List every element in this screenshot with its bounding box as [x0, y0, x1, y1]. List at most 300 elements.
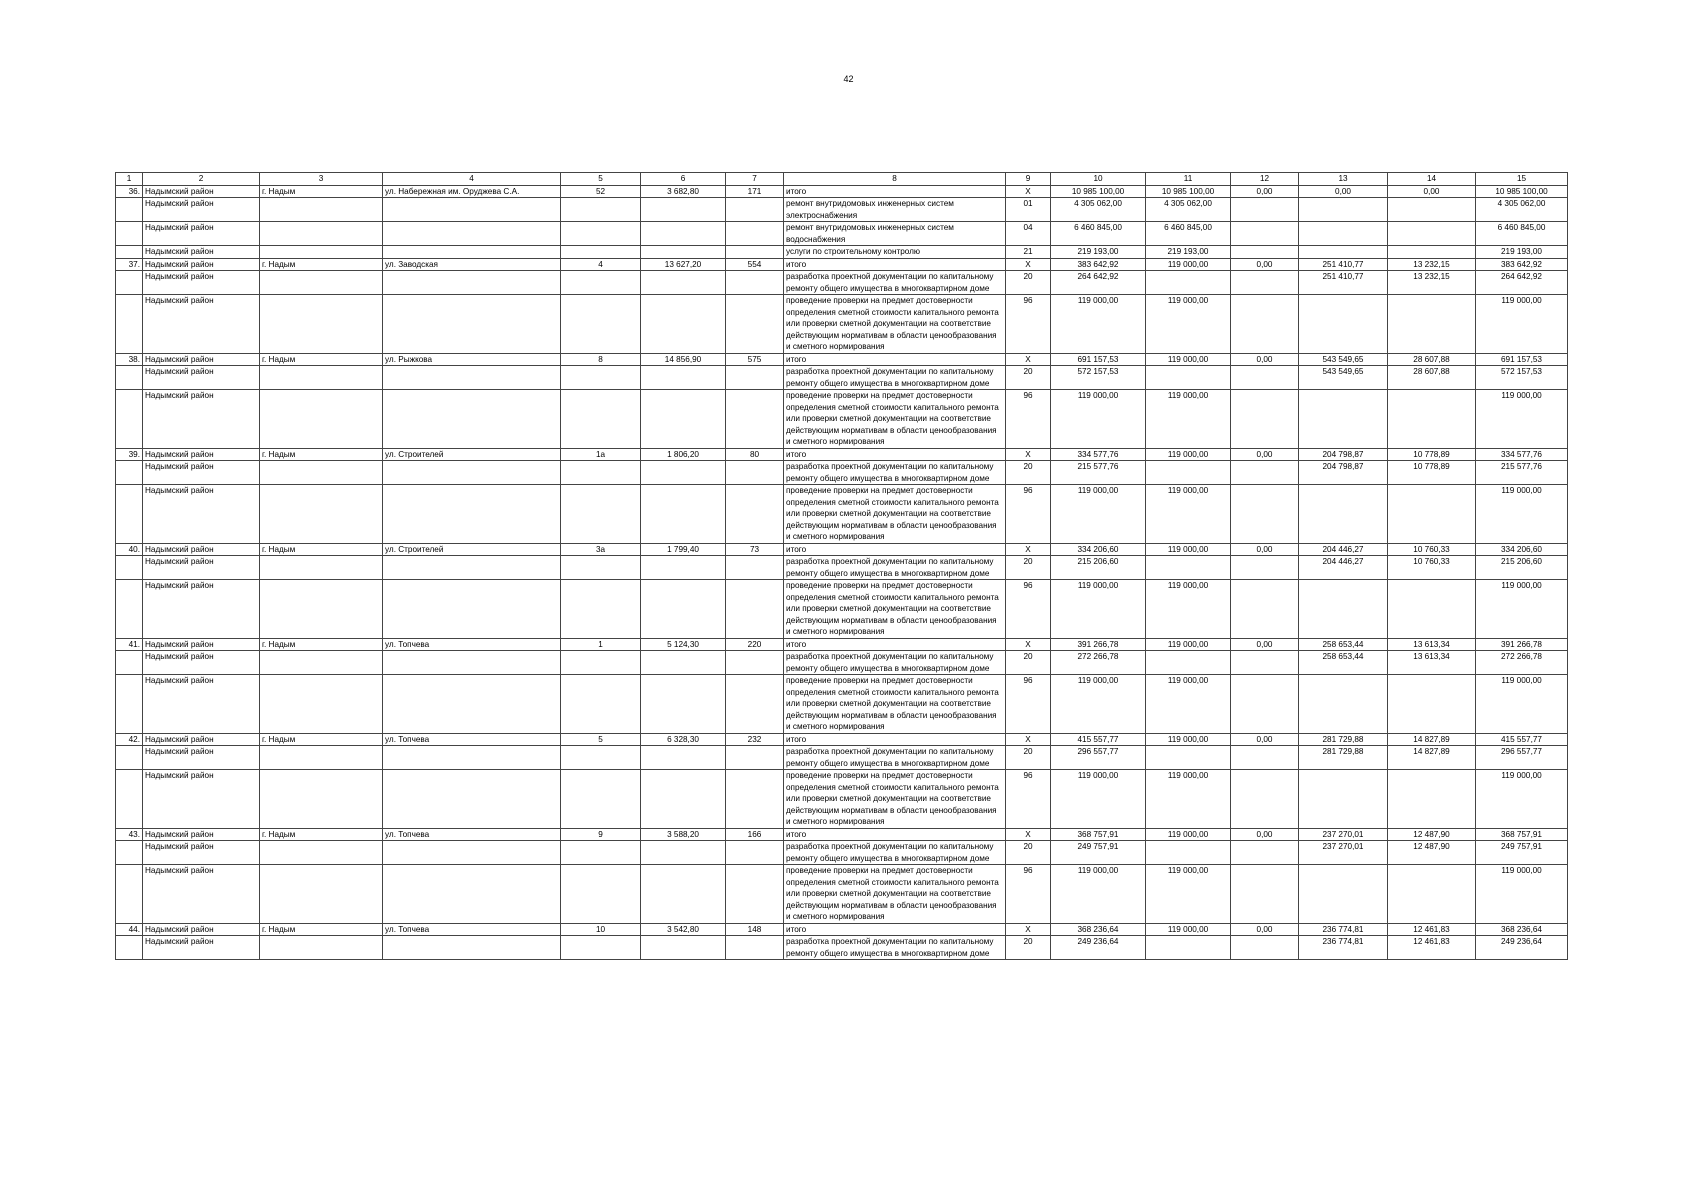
table-row [116, 271, 1568, 295]
house-number-cell: 3а [561, 543, 641, 556]
house-number-cell: 9 [561, 828, 641, 841]
area-cell [641, 295, 726, 354]
residents-cell: 148 [726, 923, 784, 936]
total-cost-cell: 119 000,00 [1051, 865, 1146, 924]
area-cell [641, 675, 726, 734]
table-row [116, 936, 1568, 960]
row-number-cell [116, 841, 143, 865]
area-cell [641, 841, 726, 865]
budget-cost-cell [1231, 556, 1299, 580]
street-cell: ул. Строителей [383, 448, 561, 461]
house-number-cell [561, 198, 641, 222]
total-sum-cell: 368 236,64 [1476, 923, 1568, 936]
row-number-cell: 40. [116, 543, 143, 556]
row-number-cell [116, 580, 143, 639]
header-cell: 15 [1476, 173, 1568, 186]
total-sum-cell: 272 266,78 [1476, 651, 1568, 675]
fund-cost-cell: 119 000,00 [1146, 770, 1231, 829]
area-cell [641, 222, 726, 246]
other-funds-cell: 12 461,83 [1388, 923, 1476, 936]
budget-cost-cell: 0,00 [1231, 828, 1299, 841]
budget-cost-cell [1231, 198, 1299, 222]
owner-funds-cell [1299, 198, 1388, 222]
owner-funds-cell: 236 774,81 [1299, 923, 1388, 936]
work-code-cell: X [1006, 923, 1051, 936]
work-type-cell: разработка проектной документации по капитальному ремонту общего имущества в многоквартирном доме [784, 461, 1006, 485]
total-sum-cell: 391 266,78 [1476, 638, 1568, 651]
work-code-cell: 96 [1006, 295, 1051, 354]
district-cell: Надымский район [143, 651, 260, 675]
other-funds-cell: 10 760,33 [1388, 556, 1476, 580]
other-funds-cell: 28 607,88 [1388, 366, 1476, 390]
residents-cell [726, 865, 784, 924]
budget-cost-cell [1231, 651, 1299, 675]
fund-cost-cell: 119 000,00 [1146, 675, 1231, 734]
district-cell: Надымский район [143, 295, 260, 354]
work-type-cell: проведение проверки на предмет достоверности определения сметной стоимости капитального ремонта или проверки сметной документации на соответствие действующим нормативам в области ценообразования и сметного нормирования [784, 865, 1006, 924]
other-funds-cell [1388, 198, 1476, 222]
residents-cell [726, 295, 784, 354]
house-number-cell [561, 366, 641, 390]
total-cost-cell: 368 236,64 [1051, 923, 1146, 936]
total-sum-cell: 119 000,00 [1476, 770, 1568, 829]
residents-cell [726, 675, 784, 734]
fund-cost-cell: 119 000,00 [1146, 295, 1231, 354]
budget-cost-cell: 0,00 [1231, 923, 1299, 936]
row-number-cell: 42. [116, 733, 143, 746]
house-number-cell: 4 [561, 258, 641, 271]
work-type-cell: разработка проектной документации по капитальному ремонту общего имущества в многоквартирном доме [784, 271, 1006, 295]
work-type-cell: разработка проектной документации по капитальному ремонту общего имущества в многоквартирном доме [784, 651, 1006, 675]
header-cell: 6 [641, 173, 726, 186]
work-type-cell: итого [784, 638, 1006, 651]
total-sum-cell: 334 577,76 [1476, 448, 1568, 461]
work-code-cell: 96 [1006, 770, 1051, 829]
header-cell: 11 [1146, 173, 1231, 186]
work-type-cell: итого [784, 353, 1006, 366]
area-cell: 5 124,30 [641, 638, 726, 651]
total-sum-cell: 10 985 100,00 [1476, 185, 1568, 198]
total-sum-cell: 119 000,00 [1476, 295, 1568, 354]
table-row [116, 295, 1568, 354]
owner-funds-cell [1299, 865, 1388, 924]
total-cost-cell: 391 266,78 [1051, 638, 1146, 651]
owner-funds-cell: 204 446,27 [1299, 543, 1388, 556]
total-cost-cell: 691 157,53 [1051, 353, 1146, 366]
header-cell: 1 [116, 173, 143, 186]
fund-cost-cell [1146, 271, 1231, 295]
work-code-cell: 96 [1006, 485, 1051, 544]
total-cost-cell: 219 193,00 [1051, 246, 1146, 259]
total-cost-cell: 4 305 062,00 [1051, 198, 1146, 222]
district-cell: Надымский район [143, 638, 260, 651]
owner-funds-cell [1299, 390, 1388, 449]
street-cell [383, 461, 561, 485]
owner-funds-cell: 204 798,87 [1299, 448, 1388, 461]
street-cell [383, 246, 561, 259]
total-sum-cell: 4 305 062,00 [1476, 198, 1568, 222]
house-number-cell: 1а [561, 448, 641, 461]
owner-funds-cell [1299, 295, 1388, 354]
owner-funds-cell: 258 653,44 [1299, 638, 1388, 651]
fund-cost-cell [1146, 746, 1231, 770]
residents-cell [726, 746, 784, 770]
row-number-cell: 44. [116, 923, 143, 936]
district-cell: Надымский район [143, 936, 260, 960]
header-cell: 14 [1388, 173, 1476, 186]
owner-funds-cell [1299, 222, 1388, 246]
row-number-cell [116, 366, 143, 390]
row-number-cell: 43. [116, 828, 143, 841]
area-cell [641, 651, 726, 675]
total-sum-cell: 415 557,77 [1476, 733, 1568, 746]
work-type-cell: разработка проектной документации по капитальному ремонту общего имущества в многоквартирном доме [784, 746, 1006, 770]
house-number-cell: 5 [561, 733, 641, 746]
fund-cost-cell: 4 305 062,00 [1146, 198, 1231, 222]
other-funds-cell [1388, 485, 1476, 544]
area-cell [641, 271, 726, 295]
other-funds-cell: 13 232,15 [1388, 271, 1476, 295]
work-type-cell: итого [784, 185, 1006, 198]
area-cell: 1 806,20 [641, 448, 726, 461]
district-cell: Надымский район [143, 675, 260, 734]
owner-funds-cell: 204 798,87 [1299, 461, 1388, 485]
street-cell [383, 675, 561, 734]
district-cell: Надымский район [143, 841, 260, 865]
city-cell [260, 485, 383, 544]
city-cell [260, 865, 383, 924]
house-number-cell [561, 651, 641, 675]
city-cell [260, 271, 383, 295]
work-code-cell: 96 [1006, 580, 1051, 639]
total-cost-cell: 215 577,76 [1051, 461, 1146, 485]
fund-cost-cell [1146, 651, 1231, 675]
district-cell: Надымский район [143, 390, 260, 449]
house-number-cell [561, 770, 641, 829]
budget-cost-cell: 0,00 [1231, 258, 1299, 271]
city-cell [260, 841, 383, 865]
fund-cost-cell: 119 000,00 [1146, 828, 1231, 841]
total-sum-cell: 572 157,53 [1476, 366, 1568, 390]
fund-cost-cell: 119 000,00 [1146, 258, 1231, 271]
total-cost-cell: 215 206,60 [1051, 556, 1146, 580]
work-type-cell: итого [784, 543, 1006, 556]
work-code-cell: 20 [1006, 746, 1051, 770]
row-number-cell: 41. [116, 638, 143, 651]
house-number-cell [561, 841, 641, 865]
district-cell: Надымский район [143, 448, 260, 461]
residents-cell: 575 [726, 353, 784, 366]
house-number-cell [561, 485, 641, 544]
work-code-cell: X [1006, 543, 1051, 556]
owner-funds-cell: 251 410,77 [1299, 258, 1388, 271]
district-cell: Надымский район [143, 198, 260, 222]
table-row [116, 770, 1568, 829]
city-cell [260, 770, 383, 829]
residents-cell [726, 461, 784, 485]
header-cell: 10 [1051, 173, 1146, 186]
total-sum-cell: 249 757,91 [1476, 841, 1568, 865]
owner-funds-cell [1299, 246, 1388, 259]
city-cell [260, 295, 383, 354]
residents-cell: 232 [726, 733, 784, 746]
district-cell: Надымский район [143, 353, 260, 366]
total-cost-cell: 415 557,77 [1051, 733, 1146, 746]
row-number-cell: 39. [116, 448, 143, 461]
header-cell: 12 [1231, 173, 1299, 186]
city-cell [260, 651, 383, 675]
owner-funds-cell [1299, 580, 1388, 639]
work-type-cell: проведение проверки на предмет достоверности определения сметной стоимости капитального ремонта или проверки сметной документации на соответствие действующим нормативам в области ценообразования и сметного нормирования [784, 580, 1006, 639]
district-cell: Надымский район [143, 461, 260, 485]
district-cell: Надымский район [143, 366, 260, 390]
table-row [116, 675, 1568, 734]
budget-cost-cell [1231, 295, 1299, 354]
budget-cost-cell [1231, 246, 1299, 259]
fund-cost-cell: 119 000,00 [1146, 580, 1231, 639]
city-cell [260, 746, 383, 770]
street-cell [383, 390, 561, 449]
area-cell [641, 461, 726, 485]
city-cell: г. Надым [260, 448, 383, 461]
fund-cost-cell: 119 000,00 [1146, 390, 1231, 449]
total-sum-cell: 119 000,00 [1476, 675, 1568, 734]
district-cell: Надымский район [143, 485, 260, 544]
total-sum-cell: 219 193,00 [1476, 246, 1568, 259]
table-row [116, 185, 1568, 198]
budget-cost-cell: 0,00 [1231, 733, 1299, 746]
owner-funds-cell: 258 653,44 [1299, 651, 1388, 675]
total-sum-cell: 368 757,91 [1476, 828, 1568, 841]
street-cell: ул. Набережная им. Оруджева С.А. [383, 185, 561, 198]
page-number: 42 [843, 74, 854, 84]
street-cell: ул. Топчева [383, 828, 561, 841]
work-type-cell: разработка проектной документации по капитальному ремонту общего имущества в многоквартирном доме [784, 366, 1006, 390]
residents-cell [726, 198, 784, 222]
work-type-cell: проведение проверки на предмет достоверности определения сметной стоимости капитального ремонта или проверки сметной документации на соответствие действующим нормативам в области ценообразования и сметного нормирования [784, 390, 1006, 449]
work-code-cell: 20 [1006, 461, 1051, 485]
budget-cost-cell [1231, 366, 1299, 390]
row-number-cell: 38. [116, 353, 143, 366]
residents-cell: 80 [726, 448, 784, 461]
work-code-cell: 20 [1006, 556, 1051, 580]
fund-cost-cell: 10 985 100,00 [1146, 185, 1231, 198]
table-body [116, 185, 1568, 960]
house-number-cell [561, 936, 641, 960]
table-row [116, 246, 1568, 259]
district-cell: Надымский район [143, 923, 260, 936]
district-cell: Надымский район [143, 222, 260, 246]
header-cell: 4 [383, 173, 561, 186]
row-number-cell [116, 746, 143, 770]
row-number-cell [116, 390, 143, 449]
work-code-cell: X [1006, 353, 1051, 366]
city-cell [260, 366, 383, 390]
fund-cost-cell: 119 000,00 [1146, 733, 1231, 746]
total-cost-cell: 119 000,00 [1051, 295, 1146, 354]
fund-cost-cell: 119 000,00 [1146, 448, 1231, 461]
budget-cost-cell: 0,00 [1231, 543, 1299, 556]
table-row [116, 448, 1568, 461]
work-type-cell: ремонт внутридомовых инженерных систем водоснабжения [784, 222, 1006, 246]
area-cell [641, 865, 726, 924]
other-funds-cell: 13 232,15 [1388, 258, 1476, 271]
house-number-cell [561, 271, 641, 295]
work-code-cell: X [1006, 258, 1051, 271]
row-number-cell [116, 770, 143, 829]
header-cell: 5 [561, 173, 641, 186]
owner-funds-cell: 543 549,65 [1299, 353, 1388, 366]
residents-cell: 171 [726, 185, 784, 198]
total-sum-cell: 691 157,53 [1476, 353, 1568, 366]
table-row [116, 923, 1568, 936]
fund-cost-cell: 119 000,00 [1146, 923, 1231, 936]
total-cost-cell: 119 000,00 [1051, 390, 1146, 449]
table-row [116, 746, 1568, 770]
header-cell: 9 [1006, 173, 1051, 186]
area-cell: 14 856,90 [641, 353, 726, 366]
fund-cost-cell [1146, 366, 1231, 390]
residents-cell [726, 556, 784, 580]
house-number-cell: 1 [561, 638, 641, 651]
house-number-cell [561, 746, 641, 770]
street-cell [383, 295, 561, 354]
table-row [116, 485, 1568, 544]
total-sum-cell: 119 000,00 [1476, 485, 1568, 544]
table-row [116, 366, 1568, 390]
area-cell: 3 682,80 [641, 185, 726, 198]
fund-cost-cell: 119 000,00 [1146, 485, 1231, 544]
residents-cell [726, 580, 784, 639]
city-cell: г. Надым [260, 353, 383, 366]
work-code-cell: X [1006, 733, 1051, 746]
other-funds-cell: 28 607,88 [1388, 353, 1476, 366]
other-funds-cell: 13 613,34 [1388, 651, 1476, 675]
area-cell: 6 328,30 [641, 733, 726, 746]
total-sum-cell: 334 206,60 [1476, 543, 1568, 556]
area-cell [641, 485, 726, 544]
house-number-cell: 8 [561, 353, 641, 366]
city-cell [260, 936, 383, 960]
total-cost-cell: 119 000,00 [1051, 770, 1146, 829]
other-funds-cell [1388, 770, 1476, 829]
work-code-cell: 20 [1006, 651, 1051, 675]
district-cell: Надымский район [143, 580, 260, 639]
residents-cell [726, 366, 784, 390]
row-number-cell [116, 936, 143, 960]
total-cost-cell: 264 642,92 [1051, 271, 1146, 295]
owner-funds-cell [1299, 770, 1388, 829]
owner-funds-cell: 204 446,27 [1299, 556, 1388, 580]
fund-cost-cell: 119 000,00 [1146, 638, 1231, 651]
work-type-cell: разработка проектной документации по капитальному ремонту общего имущества в многоквартирном доме [784, 841, 1006, 865]
street-cell [383, 580, 561, 639]
city-cell [260, 222, 383, 246]
street-cell: ул. Рыжкова [383, 353, 561, 366]
other-funds-cell: 10 778,89 [1388, 461, 1476, 485]
row-number-cell: 37. [116, 258, 143, 271]
work-type-cell: итого [784, 258, 1006, 271]
owner-funds-cell: 281 729,88 [1299, 746, 1388, 770]
header-cell: 3 [260, 173, 383, 186]
street-cell [383, 651, 561, 675]
city-cell [260, 198, 383, 222]
area-cell [641, 936, 726, 960]
area-cell [641, 746, 726, 770]
residents-cell [726, 841, 784, 865]
house-number-cell [561, 222, 641, 246]
header-cell: 8 [784, 173, 1006, 186]
owner-funds-cell: 0,00 [1299, 185, 1388, 198]
residents-cell [726, 271, 784, 295]
street-cell [383, 198, 561, 222]
area-cell [641, 390, 726, 449]
area-cell [641, 580, 726, 639]
owner-funds-cell: 236 774,81 [1299, 936, 1388, 960]
budget-cost-cell [1231, 390, 1299, 449]
work-code-cell: X [1006, 638, 1051, 651]
fund-cost-cell: 119 000,00 [1146, 865, 1231, 924]
row-number-cell [116, 222, 143, 246]
residents-cell [726, 222, 784, 246]
table-row [116, 198, 1568, 222]
table-row [116, 638, 1568, 651]
row-number-cell [116, 485, 143, 544]
total-cost-cell: 572 157,53 [1051, 366, 1146, 390]
owner-funds-cell: 237 270,01 [1299, 841, 1388, 865]
table-row [116, 461, 1568, 485]
district-cell: Надымский район [143, 271, 260, 295]
house-number-cell [561, 390, 641, 449]
area-cell: 1 799,40 [641, 543, 726, 556]
work-type-cell: ремонт внутридомовых инженерных систем электроснабжения [784, 198, 1006, 222]
work-code-cell: 96 [1006, 675, 1051, 734]
table-row [116, 353, 1568, 366]
residents-cell [726, 770, 784, 829]
fund-cost-cell: 219 193,00 [1146, 246, 1231, 259]
city-cell [260, 461, 383, 485]
work-type-cell: разработка проектной документации по капитальному ремонту общего имущества в многоквартирном доме [784, 936, 1006, 960]
house-number-cell [561, 246, 641, 259]
work-code-cell: 01 [1006, 198, 1051, 222]
register-table [115, 172, 1568, 960]
budget-cost-cell [1231, 580, 1299, 639]
city-cell [260, 580, 383, 639]
area-cell [641, 366, 726, 390]
row-number-cell [116, 271, 143, 295]
area-cell: 3 542,80 [641, 923, 726, 936]
city-cell [260, 556, 383, 580]
city-cell: г. Надым [260, 923, 383, 936]
area-cell: 13 627,20 [641, 258, 726, 271]
budget-cost-cell [1231, 936, 1299, 960]
house-number-cell [561, 461, 641, 485]
table-row [116, 865, 1568, 924]
district-cell: Надымский район [143, 258, 260, 271]
total-sum-cell: 119 000,00 [1476, 580, 1568, 639]
fund-cost-cell [1146, 556, 1231, 580]
row-number-cell [116, 556, 143, 580]
total-sum-cell: 264 642,92 [1476, 271, 1568, 295]
total-cost-cell: 119 000,00 [1051, 675, 1146, 734]
street-cell [383, 485, 561, 544]
total-cost-cell: 249 236,64 [1051, 936, 1146, 960]
table-row [116, 556, 1568, 580]
district-cell: Надымский район [143, 770, 260, 829]
city-cell: г. Надым [260, 828, 383, 841]
total-sum-cell: 249 236,64 [1476, 936, 1568, 960]
residents-cell [726, 390, 784, 449]
